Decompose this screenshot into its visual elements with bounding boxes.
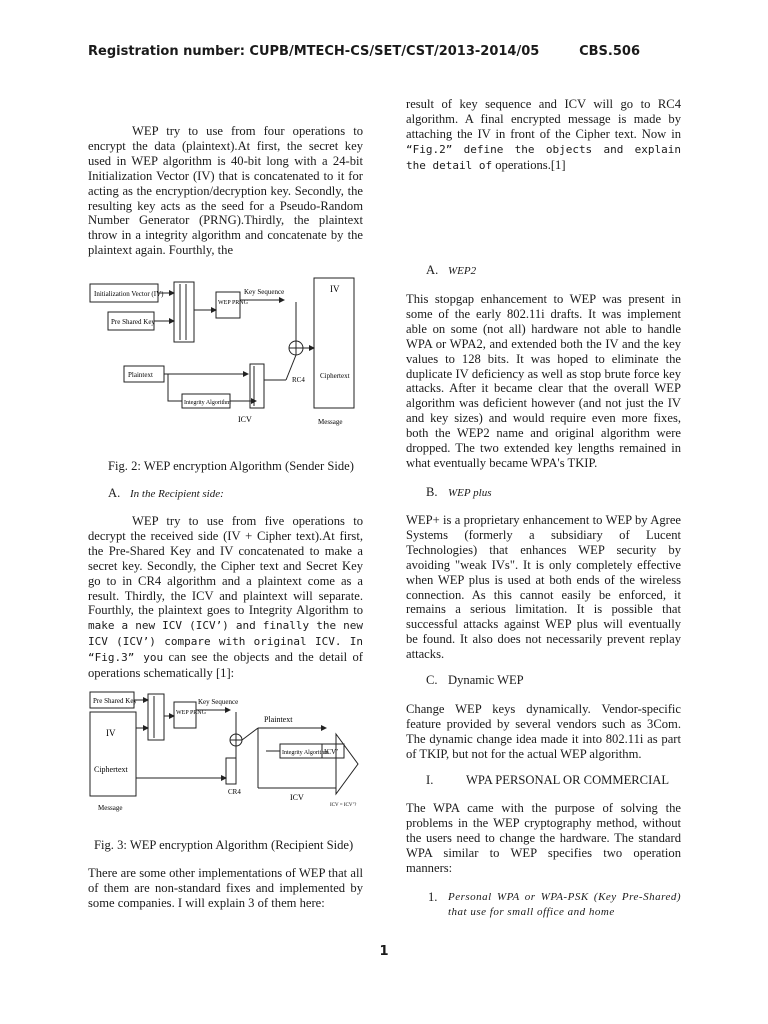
cr4-label: CR4 bbox=[228, 788, 241, 796]
paragraph-other-implementations: There are some other implementations of WEP that all of them are non-standard fixes and implemented by some companies. I will explain 3 of them here: bbox=[88, 866, 363, 910]
registration-number: Registration number: CUPB/MTECH-CS/SET/CST/2013-2014/05 bbox=[88, 44, 540, 59]
paragraph-sender-operations: WEP try to use from four operations to encrypt the data (plaintext).At first, the secret key used in WEP algorithm is 40-bit long with a 24-bit Initialization Vector (IV) that is concatenated to it for acting as the encryption/decryption key. Secondly, the resulting key acts as the seed for a Pseudo-Random Number Generator (PRNG).Thirdly, the plaintext throw in a integrity algorithm and concatenate by the plaintext again. Fourthly, the bbox=[88, 124, 363, 258]
fig2-caption-wrap bbox=[88, 459, 363, 474]
iv-label: IV bbox=[106, 728, 116, 738]
recipient-text-mono: make a new ICV (ICV’) and finally the new ICV (ICV’) compare with original ICV. In “Fig.3” you bbox=[88, 619, 363, 665]
cr4-block bbox=[226, 758, 236, 784]
wpa-list bbox=[406, 890, 681, 920]
course-code: CBS.506 bbox=[579, 44, 640, 59]
dynamic-wep-title: Dynamic WEP bbox=[448, 673, 524, 687]
fig3-caption-wrap bbox=[88, 838, 363, 853]
message-label: Message bbox=[98, 804, 123, 812]
iv-output-box bbox=[314, 278, 354, 408]
iv-input-label: Initialization Vector (IV) bbox=[94, 290, 164, 298]
integrity-label: Integrity Algorithm bbox=[282, 750, 329, 756]
key-sequence-label: Key Sequence bbox=[244, 288, 285, 296]
dynamic-wep-letter: C. bbox=[426, 673, 438, 687]
recipient-text-end: can see the objects and the detail of operations schematically [1]: bbox=[88, 650, 363, 681]
paragraph-wep2: This stopgap enhancement to WEP was present in some of the early 802.11i drafts. It was implement able on some (not all) hardware not able to handle WPA or WPA2, and extended both the IV and the key values to 128 bits. It was hoped to eliminate the duplicate IV deficiency as well as stop brute force key attacks. After it became clear that the overall WEP algorithm was deficient however (and not just the IV and key sizes) and would require even more fixes, both the WEP2 name and original algorithm were dropped. The two extended key lengths remained in what eventually became WPA's TKIP. bbox=[406, 292, 681, 470]
wepplus-letter: B. bbox=[426, 485, 438, 499]
ciphertext-label: Ciphertext bbox=[320, 372, 350, 380]
plaintext-label: Plaintext bbox=[264, 715, 293, 724]
paragraph-rc4-result bbox=[406, 97, 681, 174]
figure-2-sender-diagram bbox=[86, 270, 366, 432]
section-a-heading bbox=[88, 486, 363, 502]
sender-diagram-svg bbox=[86, 270, 366, 432]
rc4-text-mono: “Fig.2” define the objects and explain the detail of bbox=[406, 142, 681, 172]
wep2-heading bbox=[406, 263, 681, 279]
section-a-wep2 bbox=[406, 263, 681, 279]
paragraph-dynamic-wep: Change WEP keys dynamically. Vendor-specific feature provided by several vendors such as 3Com. The dynamic change idea made it into 802.11i as part of TKIP, but not for the actual WEP algorithm. bbox=[406, 702, 681, 761]
fig2-caption: Fig. 2: WEP encryption Algorithm (Sender Side) bbox=[108, 459, 354, 473]
page-header bbox=[88, 44, 640, 64]
wpa-numeral: I. bbox=[426, 773, 434, 787]
wepplus-paragraph-wrap bbox=[406, 513, 681, 662]
rc4-label: RC4 bbox=[292, 376, 305, 384]
icv-prime-label: ICV’ bbox=[324, 748, 339, 756]
wep2-title: WEP2 bbox=[448, 265, 477, 277]
dynamic-wep-heading bbox=[406, 673, 681, 688]
wep-prng-label: WEP PRNG bbox=[218, 300, 248, 306]
wpa-paragraph-wrap bbox=[406, 801, 681, 876]
rc4-text-end: operations.[1] bbox=[492, 157, 566, 172]
section-a-letter: A. bbox=[108, 486, 121, 500]
wepplus-title: WEP plus bbox=[448, 487, 492, 499]
section-a-recipient bbox=[88, 486, 363, 502]
figure-3-recipient-diagram bbox=[86, 688, 366, 814]
iv-output-label: IV bbox=[330, 284, 340, 294]
list-item-text: Personal WPA or WPA-PSK (Key Pre-Shared) that use for small office and home bbox=[448, 891, 681, 918]
key-sequence-label: Key Sequence bbox=[198, 698, 239, 706]
iv-message-block bbox=[90, 712, 136, 796]
wep2-paragraph-wrap bbox=[406, 292, 681, 471]
recipient-text-start: WEP try to use from five operations to decrypt the received side (IV + Cipher text).At first, the Pre-Shared Key and IV concatenated to make a secret key. Secondly, the Cipher text and Secret Key go to in CR4 algorithm and a plaintext come as a result. Thirdly, the ICV and plaintext will separate. Fourthly, the plaintext goes to Integrity Algorithm to bbox=[88, 514, 363, 618]
compare-label: ICV = ICV’? bbox=[330, 803, 357, 808]
ciphertext-label: Ciphertext bbox=[94, 765, 128, 774]
psk-label: Pre Shared Key bbox=[111, 318, 155, 326]
fig3-caption: Fig. 3: WEP encryption Algorithm (Recipient Side) bbox=[94, 838, 354, 852]
integrity-label: Integrity Algorithm bbox=[184, 400, 231, 406]
recipient-paragraph-wrap bbox=[88, 514, 363, 681]
paragraph-wpa: The WPA came with the purpose of solving the problems in the WEP cryptography method, without the users need to change the hardware. The standard WPA similar to WEP specifies two operation manners: bbox=[406, 801, 681, 875]
icv-label: ICV bbox=[238, 415, 252, 424]
dynamic-wep-paragraph-wrap bbox=[406, 702, 681, 762]
section-c-dynamic-wep bbox=[406, 673, 681, 688]
wpa-title: WPA PERSONAL OR COMMERCIAL bbox=[466, 773, 670, 787]
psk-label: Pre Shared Key bbox=[93, 697, 137, 705]
section-a-title: In the Recipient side: bbox=[130, 488, 224, 500]
paragraph-recipient-operations bbox=[88, 514, 363, 681]
page-number: 1 bbox=[379, 944, 389, 959]
concat-block bbox=[174, 282, 194, 342]
section-i-wpa bbox=[406, 773, 681, 788]
left-column bbox=[88, 124, 363, 258]
message-label: Message bbox=[318, 418, 343, 426]
wep2-letter: A. bbox=[426, 263, 439, 277]
wpa-heading bbox=[406, 773, 681, 788]
section-b-wepplus bbox=[406, 485, 681, 501]
wepplus-heading bbox=[406, 485, 681, 501]
recipient-diagram-svg bbox=[86, 688, 366, 814]
list-item-personal-wpa bbox=[406, 890, 681, 920]
list-item-number: 1. bbox=[428, 890, 438, 904]
rc4-text-start: result of key sequence and ICV will go to RC4 algorithm. A final encrypted message is made by attaching the IV in front of the Cipher text. Now in bbox=[406, 97, 681, 141]
paragraph-wepplus: WEP+ is a proprietary enhancement to WEP by Agree Systems (formerly a subsidiary of Lucent Technologies) that enhances WEP security by avoiding "weak IVs". It is only completely effective when WEP plus is used at both ends of the wireless connection. As this cannot easily be enforced, it remains a serious limitation. It is possible that successful attacks against WEP plus will eventually be found. It also does not necessarily prevent replay attacks. bbox=[406, 513, 681, 662]
other-implementations-wrap bbox=[88, 866, 363, 911]
compare-triangle bbox=[336, 734, 358, 794]
right-intro-wrap bbox=[406, 97, 681, 174]
concat-block bbox=[148, 694, 164, 740]
plaintext-label: Plaintext bbox=[128, 371, 153, 379]
icv-label: ICV bbox=[290, 793, 304, 802]
wep-prng-label: WEP PRNG bbox=[176, 710, 206, 716]
